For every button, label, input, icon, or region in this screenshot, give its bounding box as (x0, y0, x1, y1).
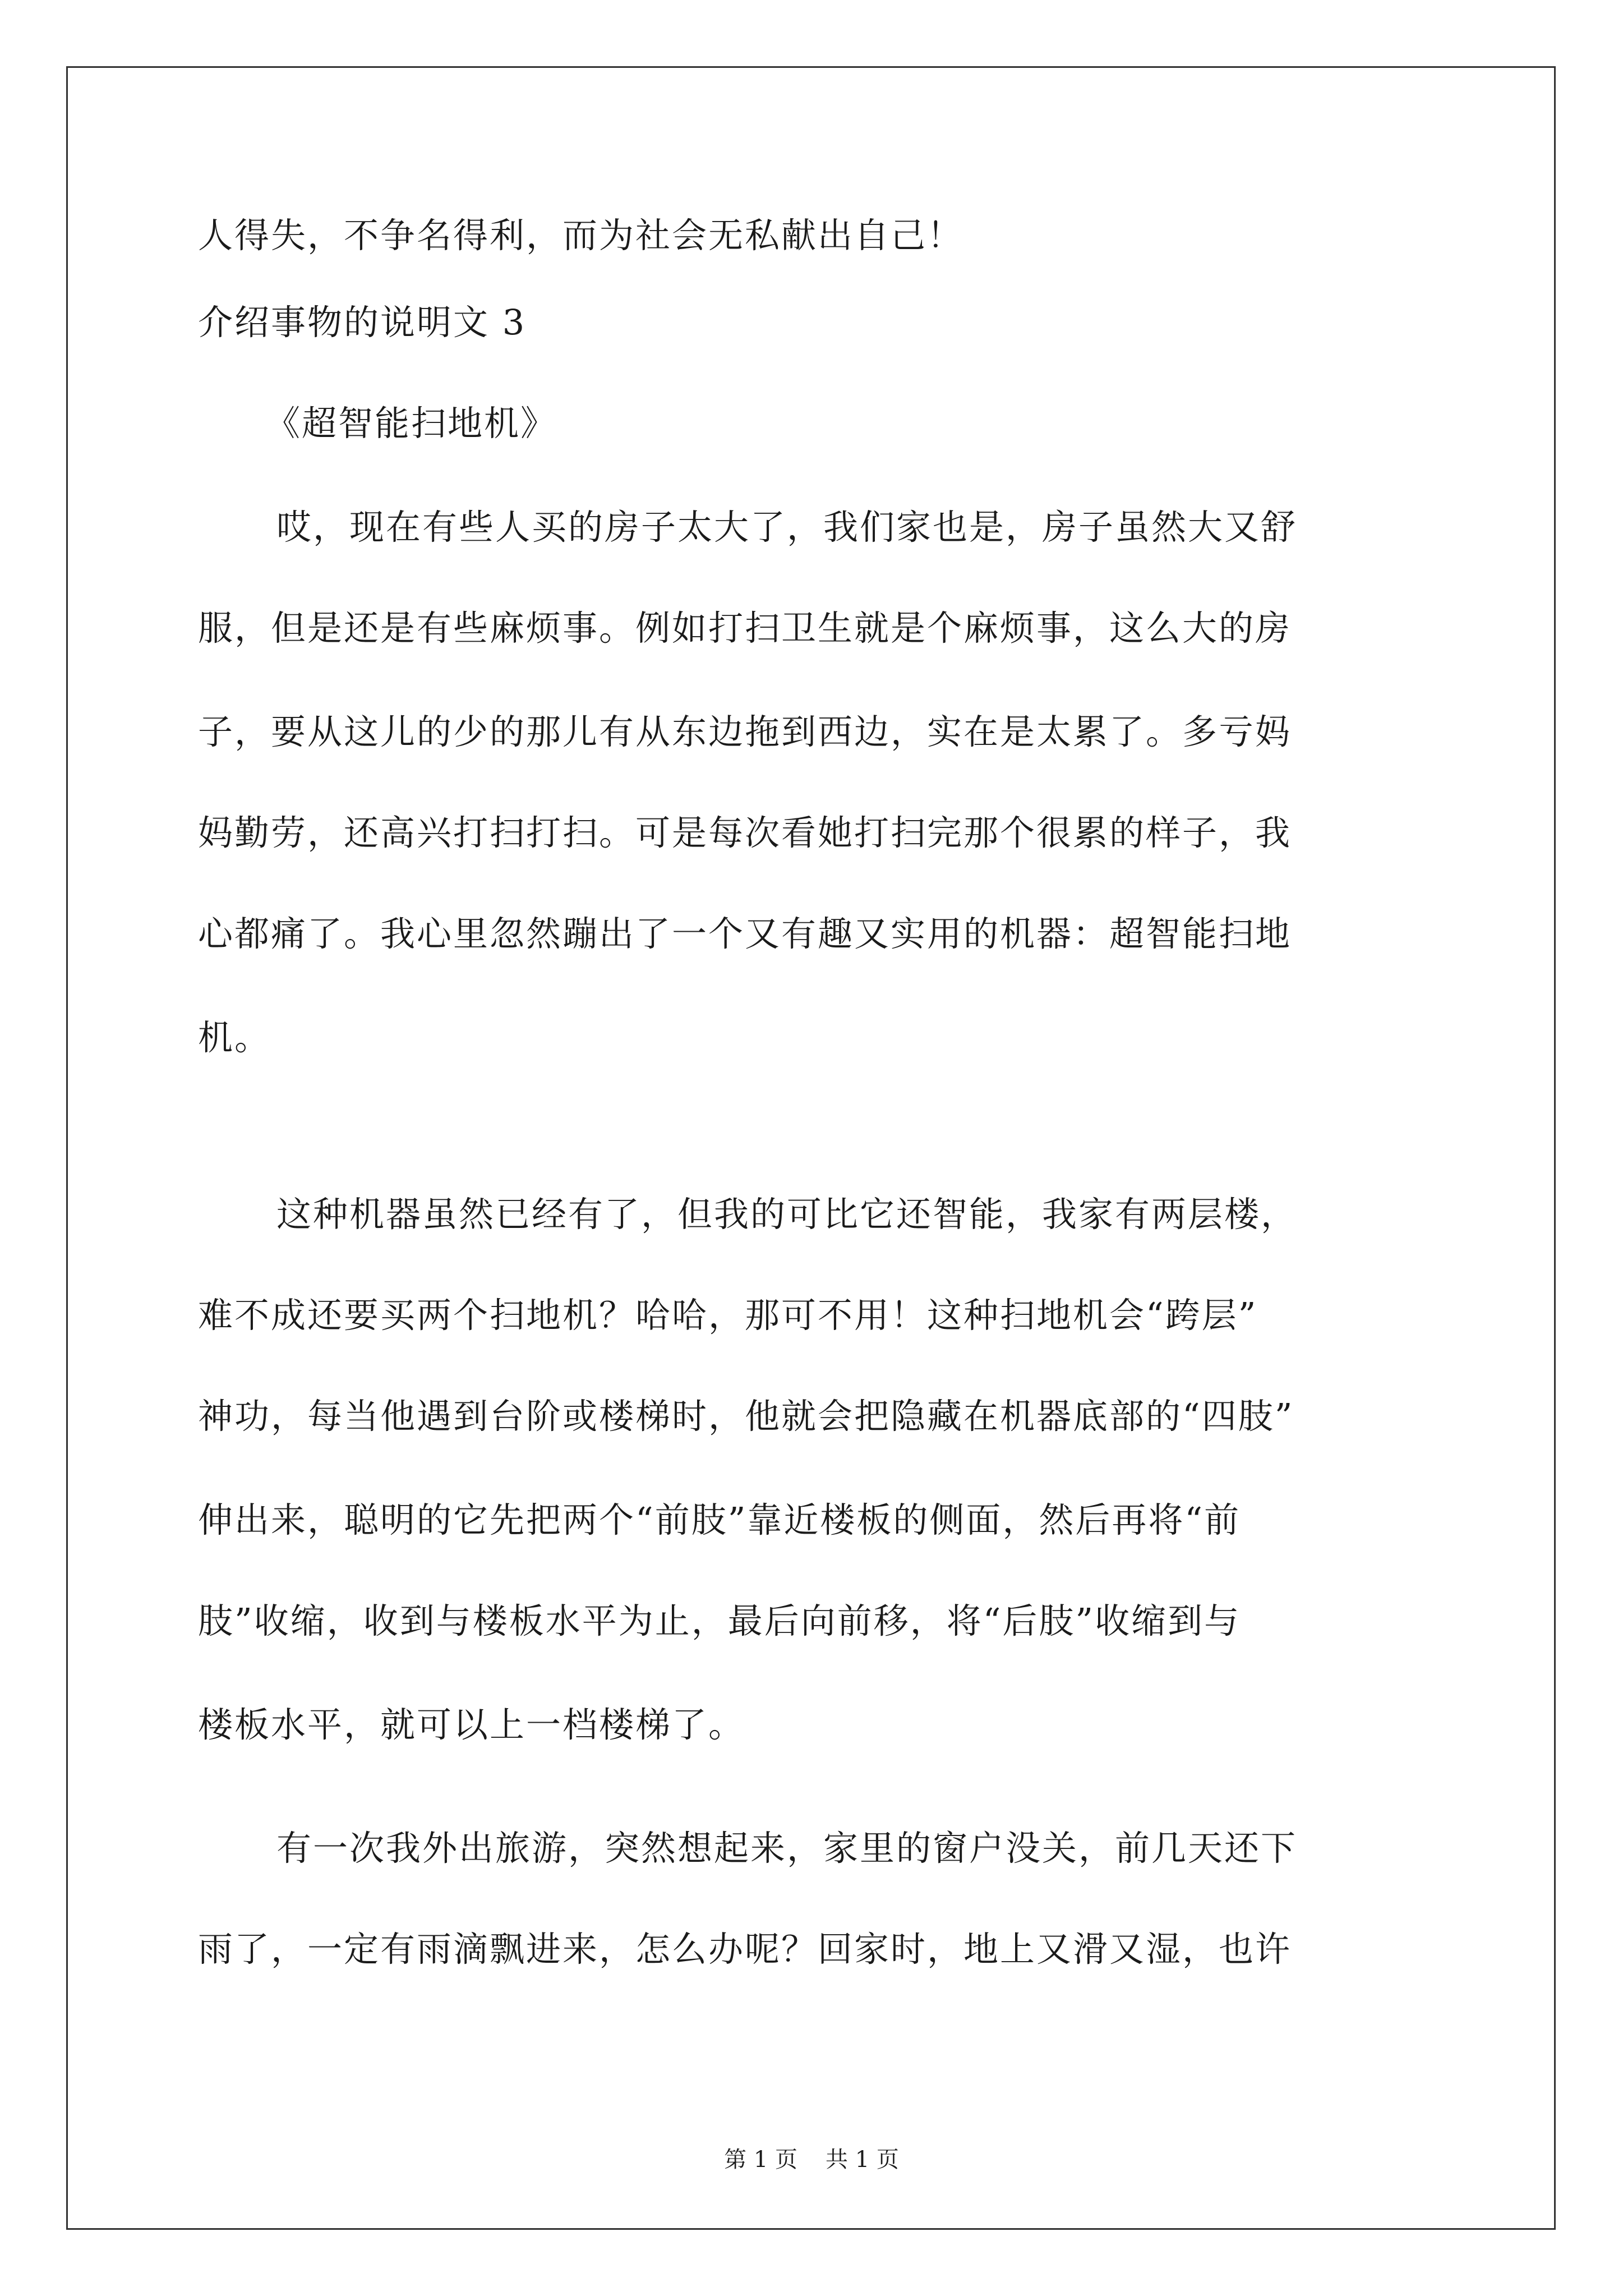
paragraph-2-line-2: 难不成还要买两个扫地机？哈哈，那可不用！这种扫地机会“跨层” (198, 1295, 1258, 1336)
paragraph-3-line-1: 有一次我外出旅游，突然想起来，家里的窗户没关，前几天还下 (276, 1828, 1298, 1869)
page-number: 第 1 页 (724, 2147, 797, 2173)
paragraph-1-line-2: 服，但是还是有些麻烦事。例如打扫卫生就是个麻烦事，这么大的房 (198, 608, 1292, 648)
text-line-continuation: 人得失，不争名得利，而为社会无私献出自己！ (198, 215, 964, 256)
section-heading: 介绍事物的说明文 3 (198, 302, 527, 343)
paragraph-2-line-3: 神功，每当他遇到台阶或楼梯时，他就会把隐藏在机器底部的“四肢” (198, 1396, 1294, 1437)
page-total: 共 1 页 (826, 2147, 899, 2173)
paragraph-1-line-3: 子，要从这儿的少的那儿有从东边拖到西边，实在是太累了。多亏妈 (198, 711, 1292, 752)
paragraph-2-line-5: 肢”收缩，收到与楼板水平为止，最后向前移，将“后肢”收缩到与 (198, 1600, 1241, 1641)
paragraph-3-line-2: 雨了，一定有雨滴飘进来，怎么办呢？回家时，地上又滑又湿，也许 (198, 1929, 1292, 1970)
paragraph-1-line-1: 哎，现在有些人买的房子太大了，我们家也是，房子虽然大又舒 (276, 507, 1298, 547)
paragraph-1-line-5: 心都痛了。我心里忽然蹦出了一个又有趣又实用的机器：超智能扫地 (198, 913, 1292, 954)
page-border (66, 66, 1556, 2230)
page-footer (0, 2146, 1623, 2174)
paragraph-2-line-1: 这种机器虽然已经有了，但我的可比它还智能，我家有两层楼， (276, 1194, 1298, 1235)
paragraph-2-line-4: 伸出来，聪明的它先把两个“前肢”靠近楼板的侧面，然后再将“前 (198, 1499, 1241, 1540)
paragraph-1-line-6: 机。 (198, 1017, 271, 1058)
paragraph-2-line-6: 楼板水平，就可以上一档楼梯了。 (198, 1704, 745, 1745)
paragraph-1-line-4: 妈勤劳，还高兴打扫打扫。可是每次看她打扫完那个很累的样子，我 (198, 812, 1292, 853)
essay-title: 《超智能扫地机》 (265, 403, 557, 444)
